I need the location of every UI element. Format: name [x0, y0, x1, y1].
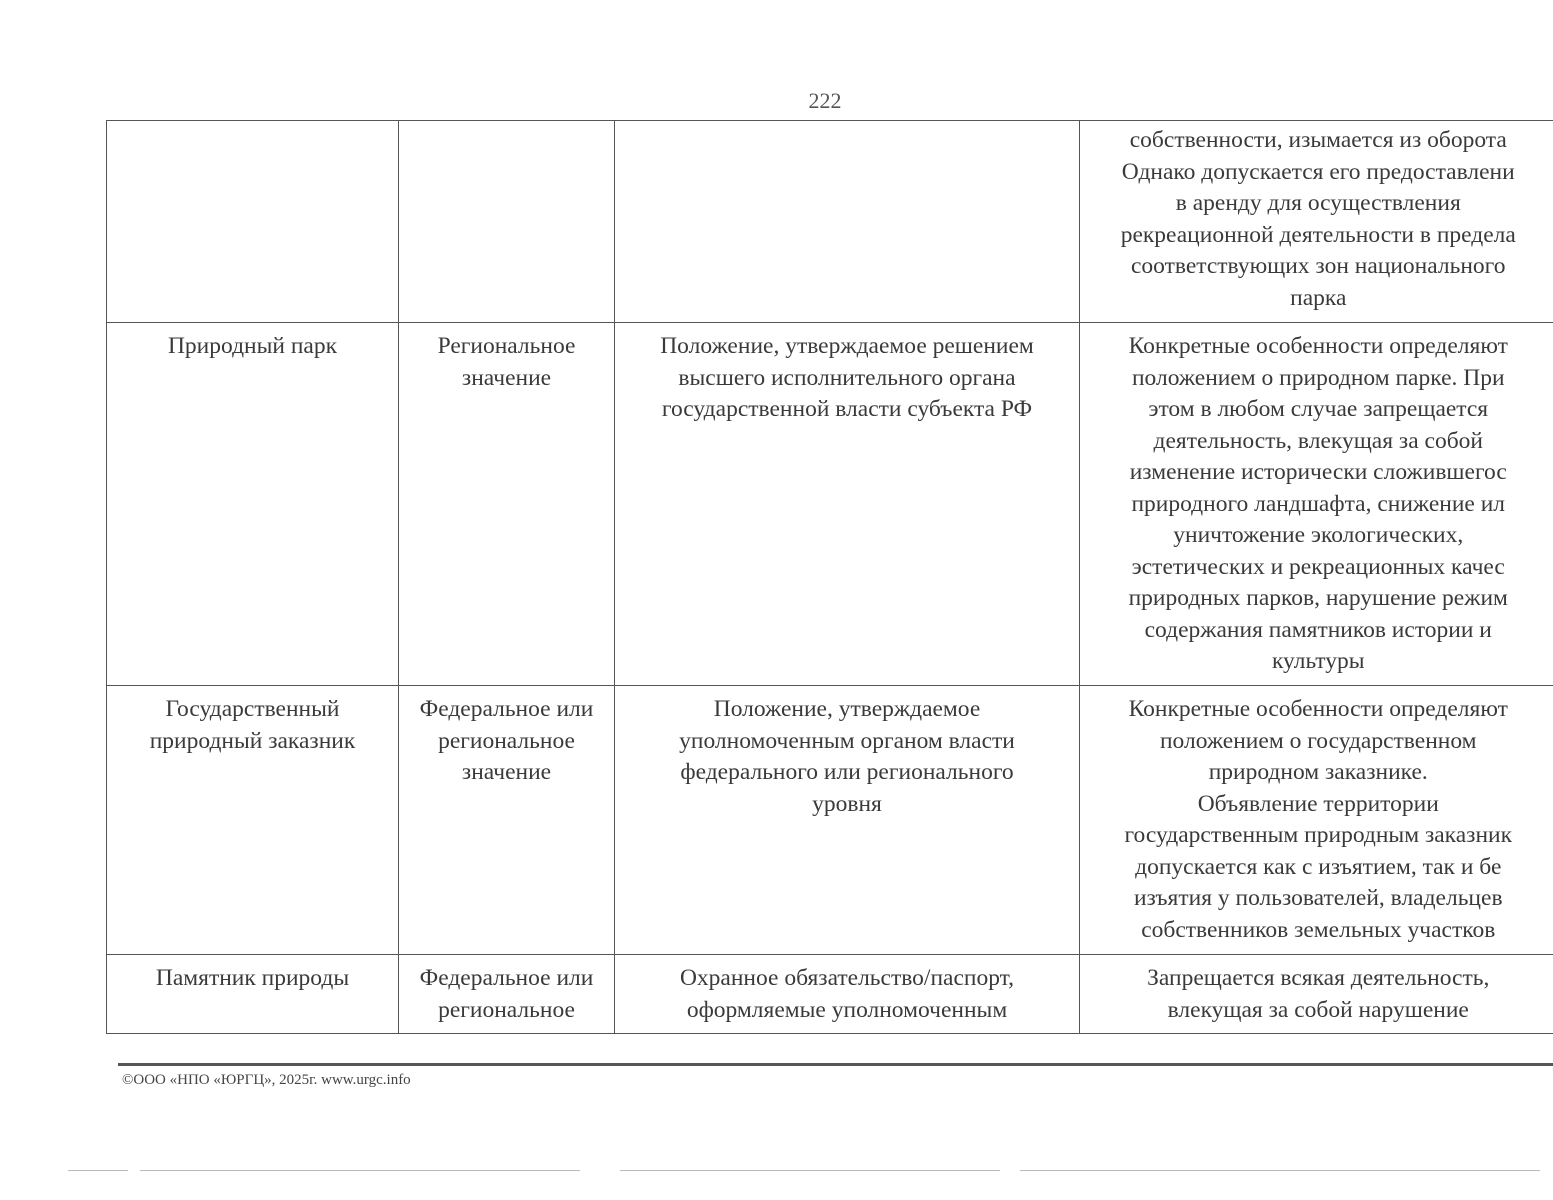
table-cell: [107, 121, 399, 323]
scan-artifact-line: [620, 1170, 1000, 1171]
table-cell: [399, 121, 615, 323]
table-cell: Федеральное или региональное значение: [399, 686, 615, 955]
table-cell: Памятник природы: [107, 955, 399, 1034]
table-cell: Положение, утверждаемое уполномоченным органом власти федерального или регионального уровня: [615, 686, 1080, 955]
table-cell: Положение, утверждаемое решением высшего исполнительного органа государственной власти субъекта РФ: [615, 323, 1080, 686]
table-cell: Природный парк: [107, 323, 399, 686]
table-cell: Запрещается всякая деятельность, влекущая за собой нарушение: [1080, 955, 1553, 1034]
scan-artifact-line: [140, 1170, 580, 1171]
scan-artifact-line: [1020, 1170, 1540, 1171]
table-cell: Региональное значение: [399, 323, 615, 686]
table-row: [107, 955, 1553, 1034]
scan-artifact-line: [68, 1170, 128, 1171]
table-cell: Конкретные особенности определяют положением о природном парке. При этом в любом случае запрещается деятельность, влекущая за собой изменение исторически сложившегос природного ландшафта, снижение ил уничтожение экологических, эстетических и рекреационных качес природных парков, нарушение режим содержания памятников истории и культуры: [1080, 323, 1553, 686]
table-row: [107, 121, 1553, 323]
table-cell: Федеральное или региональное: [399, 955, 615, 1034]
footer-divider: [118, 1063, 1553, 1066]
table-row: [107, 686, 1553, 955]
table-cell: [615, 121, 1080, 323]
table-cell: Государственный природный заказник: [107, 686, 399, 955]
table-cell: Конкретные особенности определяют положением о государственном природном заказнике. Объявление территории государственным природным заказник допускается как с изъятием, так и бе изъятия у пользователей, владельцев собственников земельных участков: [1080, 686, 1553, 955]
table-cell: собственности, изымается из оборота Однако допускается его предоставлени в аренду для осуществления рекреационной деятельности в предела соответствующих зон национального парка: [1080, 121, 1553, 323]
table-row: [107, 323, 1553, 686]
table-cell: Охранное обязательство/паспорт, оформляемые уполномоченным: [615, 955, 1080, 1034]
protected-areas-table: [106, 120, 1553, 1034]
page-number: 222: [808, 88, 842, 113]
footer-copyright: ©ООО «НПО «ЮРГЦ», 2025г. www.urgc.info: [122, 1072, 411, 1088]
